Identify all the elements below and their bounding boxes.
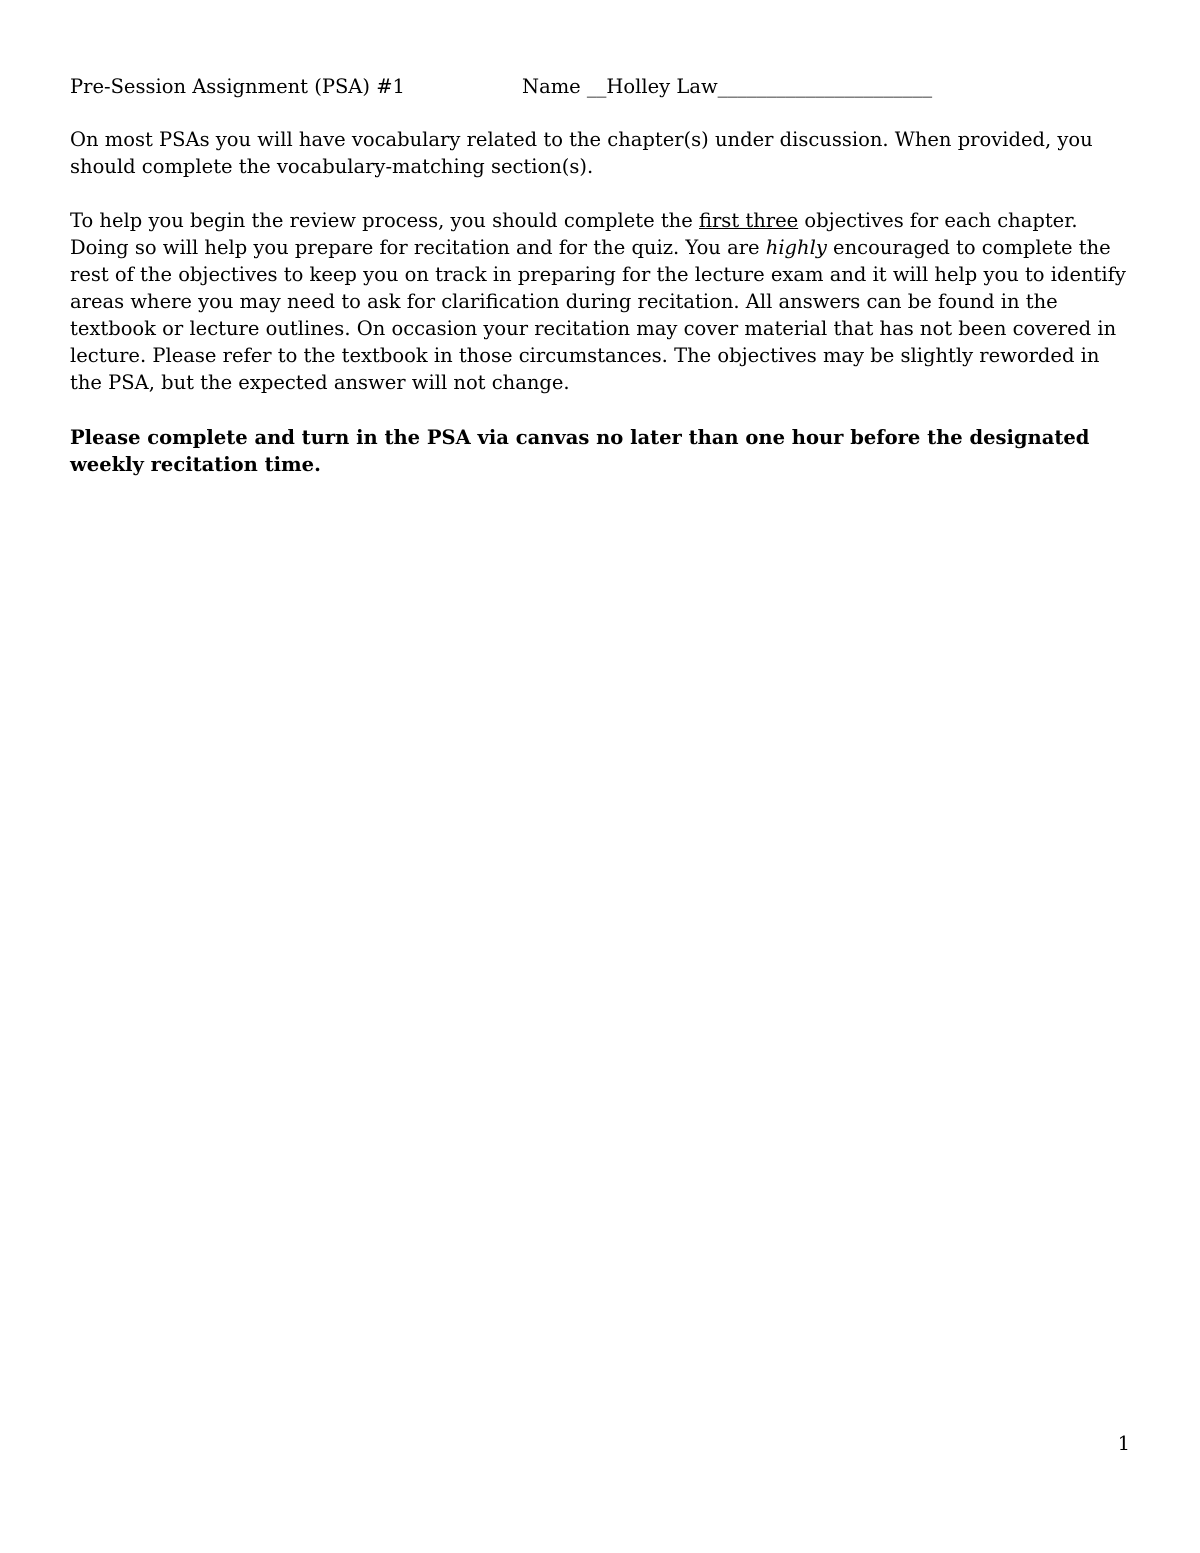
document-header xyxy=(70,73,1132,100)
assignment-title: Pre-Session Assignment (PSA) #1 xyxy=(70,75,405,98)
first-three-underlined: first three xyxy=(698,209,799,232)
name-field: Name __Holley Law______________________ xyxy=(522,75,933,98)
page-number: 1 xyxy=(1117,1432,1130,1455)
review-text-part-1: To help you begin the review process, you should complete the xyxy=(70,209,699,232)
highly-italic: highly xyxy=(765,236,827,259)
deadline-paragraph: Please complete and turn in the PSA via canvas no later than one hour before the designated weekly recitation time. xyxy=(70,426,1090,476)
review-text-part-3: encouraged to complete the rest of the objectives to keep you on track in preparing for the lecture exam and it will help you to identify areas where you may need to ask for clarification during recitation. All answers can be found in the textbook or lecture outlines. On occasion your recitation may cover material that has not been covered in lecture. Please refer to the textbook in those circumstances. The objectives may be slightly reworded in the PSA, but the expected answer will not change. xyxy=(70,236,1126,394)
review-text-part-2: objectives for each chapter. Doing so will help you prepare for recitation and for the quiz. You are xyxy=(70,209,1078,259)
review-paragraph xyxy=(70,207,1132,396)
vocabulary-paragraph: On most PSAs you will have vocabulary related to the chapter(s) under discussion. When provided, you should complete the vocabulary-matching section(s). xyxy=(70,128,1093,178)
